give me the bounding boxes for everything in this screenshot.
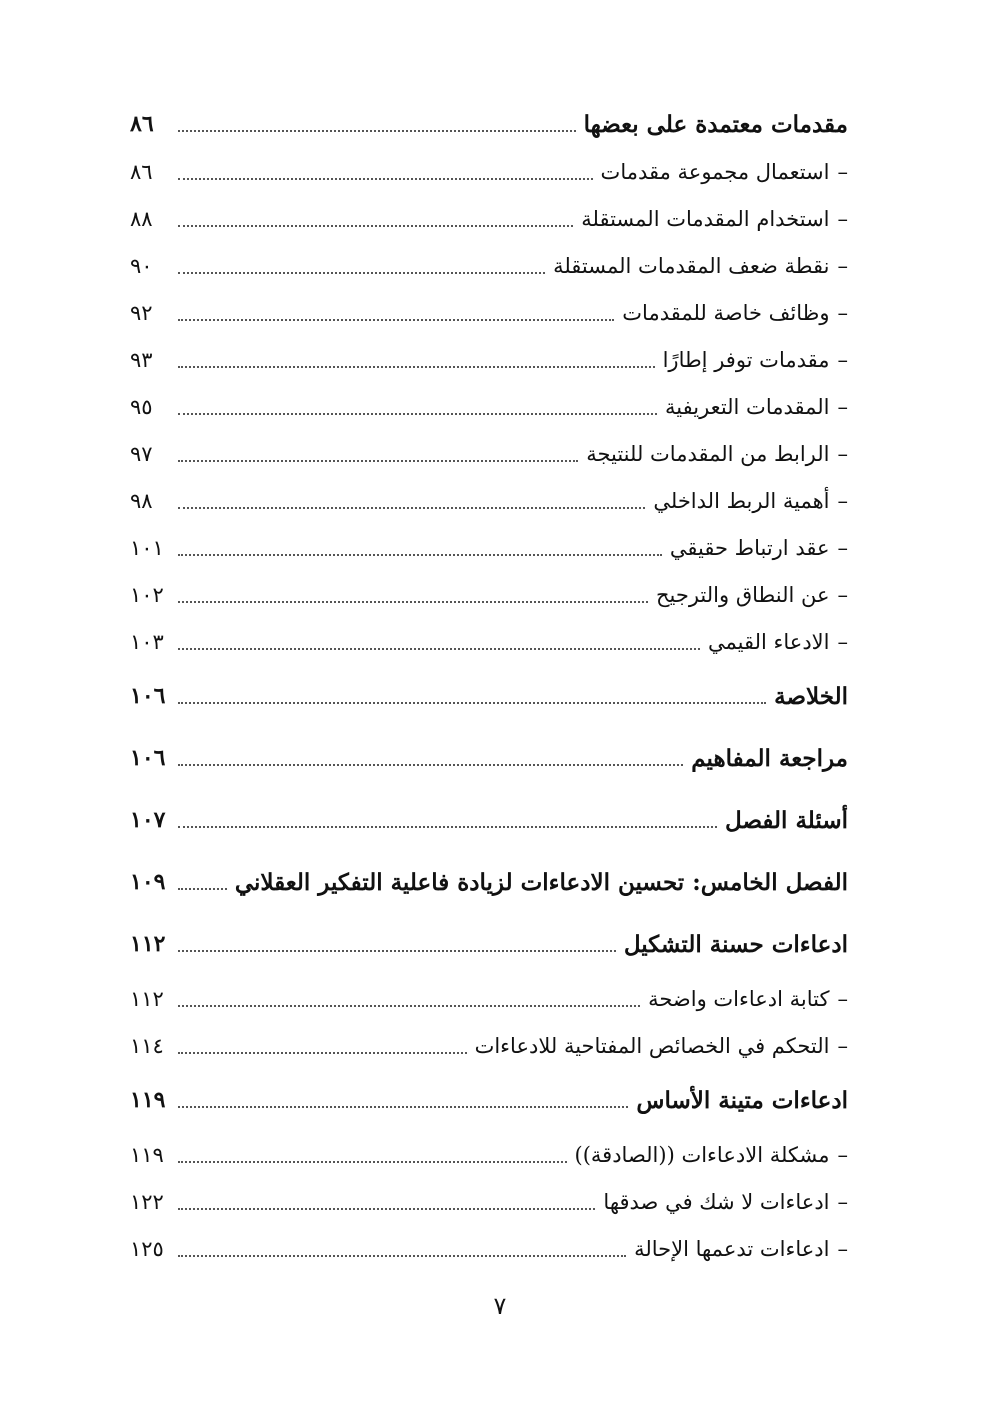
toc-entry-title-text: عن النطاق والترجيح — [655, 582, 830, 607]
toc-entry-title-text: عقد ارتباط حقيقي — [669, 535, 830, 560]
toc-entry-title — [717, 807, 848, 834]
toc-entry-dash: – — [837, 582, 848, 607]
toc-subsection-entry — [130, 383, 848, 430]
dot-leader — [178, 826, 717, 828]
toc-entry-title — [616, 931, 848, 958]
toc-entry-page: ١٠٢ — [130, 582, 164, 607]
toc-subsection-entry — [130, 477, 848, 524]
dot-leader — [178, 1052, 467, 1054]
table-of-contents — [130, 100, 848, 1272]
toc-entry-title — [655, 348, 848, 372]
toc-entry-title — [614, 301, 848, 325]
toc-entry-page: ١١٩ — [130, 1142, 164, 1167]
toc-entry-dash: – — [837, 441, 848, 466]
toc-subsection-entry — [130, 148, 848, 195]
toc-entry-title — [640, 987, 848, 1011]
toc-entry-page: ٨٦ — [130, 159, 153, 184]
toc-entry-dash: – — [837, 394, 848, 419]
toc-subsection-entry — [130, 336, 848, 383]
toc-entry-page: ٨٦ — [130, 111, 154, 137]
toc-entry-title-text: التحكم في الخصائص المفتاحية للادعاءات — [474, 1033, 830, 1058]
toc-section-entry — [130, 789, 848, 851]
toc-entry-page: ٩٣ — [130, 347, 153, 372]
toc-entry-title-text: مقدمات معتمدة على بعضها — [583, 110, 848, 138]
toc-subsection-entry — [130, 195, 848, 242]
dot-leader — [178, 1005, 640, 1007]
toc-entry-title-text: ادعاءات لا شك في صدقها — [603, 1189, 830, 1214]
toc-entry-page: ٨٨ — [130, 206, 153, 231]
toc-entry-page: ١١٤ — [130, 1033, 164, 1058]
toc-entry-title — [593, 160, 848, 184]
toc-entry-dash: – — [837, 300, 848, 325]
toc-subsection-entry — [130, 289, 848, 336]
toc-subsection-entry — [130, 430, 848, 477]
toc-entry-page: ٩٢ — [130, 300, 153, 325]
toc-entry-dash: – — [837, 159, 848, 184]
toc-section-entry — [130, 913, 848, 975]
toc-subsection-entry — [130, 1178, 848, 1225]
toc-entry-title — [578, 442, 848, 466]
toc-entry-title-text: الخلاصة — [774, 682, 848, 710]
toc-entry-dash: – — [837, 629, 848, 654]
dot-leader — [178, 950, 616, 952]
toc-entry-title — [567, 1143, 848, 1167]
toc-section-entry — [130, 851, 848, 913]
toc-entry-page: ١١٩ — [130, 1087, 166, 1113]
dot-leader — [178, 1208, 595, 1210]
toc-entry-page: ١٢٢ — [130, 1189, 164, 1214]
toc-entry-page: ٩٧ — [130, 441, 153, 466]
toc-subsection-entry — [130, 242, 848, 289]
toc-entry-title — [657, 395, 848, 419]
toc-subsection-entry — [130, 975, 848, 1022]
toc-entry-title-text: أهمية الربط الداخلي — [653, 488, 830, 513]
toc-section-entry — [130, 727, 848, 789]
toc-entry-title — [683, 745, 848, 772]
dot-leader — [178, 225, 573, 227]
toc-entry-title-text: ادعاءات تدعمها الإحالة — [634, 1236, 830, 1261]
toc-entry-page: ١١٢ — [130, 931, 166, 957]
toc-entry-page: ١٠٣ — [130, 629, 164, 654]
dot-leader — [178, 554, 662, 556]
toc-subsection-entry — [130, 524, 848, 571]
toc-subsection-entry — [130, 1131, 848, 1178]
dot-leader — [178, 413, 657, 415]
toc-entry-page: ١٠١ — [130, 535, 164, 560]
toc-entry-title-text: استخدام المقدمات المستقلة — [581, 206, 830, 231]
dot-leader — [178, 460, 578, 462]
page-number: ٧ — [493, 1292, 507, 1320]
toc-entry-page: ١١٢ — [130, 986, 164, 1011]
dot-leader — [178, 366, 655, 368]
dot-leader — [178, 1161, 567, 1163]
toc-entry-title-text: ادعاءات حسنة التشكيل — [623, 930, 848, 958]
toc-entry-page: ٩٥ — [130, 394, 153, 419]
toc-entry-dash: – — [837, 347, 848, 372]
dot-leader — [178, 601, 648, 603]
toc-entry-title — [645, 489, 848, 513]
toc-entry-title-text: مراجعة المفاهيم — [691, 744, 848, 772]
toc-entry-title-text: الرابط من المقدمات للنتيجة — [586, 441, 830, 466]
toc-section-entry — [130, 100, 848, 148]
toc-entry-title — [626, 1237, 848, 1261]
toc-entry-dash: – — [837, 986, 848, 1011]
toc-entry-dash: – — [837, 535, 848, 560]
toc-entry-title-text: أسئلة الفصل — [725, 806, 848, 834]
toc-entry-title-text: نقطة ضعف المقدمات المستقلة — [553, 253, 830, 278]
toc-entry-title — [467, 1034, 848, 1058]
toc-entry-dash: – — [837, 1189, 848, 1214]
toc-entry-title-text: وظائف خاصة للمقدمات — [622, 300, 830, 325]
toc-entry-title-text: استعمال مجموعة مقدمات — [600, 159, 830, 184]
toc-entry-dash: – — [837, 1236, 848, 1261]
dot-leader — [178, 648, 700, 650]
dot-leader — [178, 507, 645, 509]
toc-entry-title-text: ادعاءات متينة الأساس — [636, 1086, 848, 1114]
toc-entry-title — [595, 1190, 848, 1214]
toc-entry-page: ١٠٦ — [130, 683, 166, 709]
toc-entry-title-text: الادعاء القيمي — [708, 629, 830, 654]
toc-entry-title — [227, 869, 848, 896]
toc-subsection-entry — [130, 618, 848, 665]
toc-entry-title-text: كتابة ادعاءات واضحة — [648, 986, 830, 1011]
dot-leader — [178, 272, 545, 274]
toc-entry-dash: – — [837, 1142, 848, 1167]
toc-entry-page: ١٠٩ — [130, 869, 166, 895]
toc-entry-title — [648, 583, 848, 607]
toc-entry-dash: – — [837, 1033, 848, 1058]
toc-subsection-entry — [130, 1022, 848, 1069]
toc-entry-title — [662, 536, 848, 560]
toc-entry-title — [545, 254, 848, 278]
dot-leader — [178, 1106, 628, 1108]
dot-leader — [178, 178, 593, 180]
toc-entry-title — [700, 630, 848, 654]
toc-entry-title — [766, 683, 848, 710]
dot-leader — [178, 130, 576, 132]
dot-leader — [178, 1255, 626, 1257]
toc-entry-title-text: المقدمات التعريفية — [665, 394, 830, 419]
toc-entry-dash: – — [837, 488, 848, 513]
toc-entry-title — [576, 111, 848, 138]
toc-entry-dash: – — [837, 206, 848, 231]
toc-entry-dash: – — [837, 253, 848, 278]
toc-entry-title-text: مشكلة الادعاءات ((الصادقة)) — [574, 1142, 830, 1167]
toc-subsection-entry — [130, 1225, 848, 1272]
dot-leader — [178, 764, 683, 766]
dot-leader — [178, 702, 766, 704]
dot-leader — [178, 888, 227, 890]
toc-entry-title-text: الفصل الخامس: تحسين الادعاءات لزيادة فاعلية التفكير العقلاني — [234, 868, 848, 896]
toc-entry-title — [628, 1087, 848, 1114]
toc-entry-page: ١٢٥ — [130, 1236, 164, 1261]
toc-entry-page: ٩٠ — [130, 253, 153, 278]
toc-entry-page: ٩٨ — [130, 488, 153, 513]
toc-section-entry — [130, 1069, 848, 1131]
dot-leader — [178, 319, 614, 321]
toc-section-entry — [130, 665, 848, 727]
toc-subsection-entry — [130, 571, 848, 618]
toc-entry-title-text: مقدمات توفر إطارًا — [662, 347, 830, 372]
toc-entry-title — [573, 207, 848, 231]
toc-entry-page: ١٠٧ — [130, 807, 166, 833]
toc-entry-page: ١٠٦ — [130, 745, 166, 771]
